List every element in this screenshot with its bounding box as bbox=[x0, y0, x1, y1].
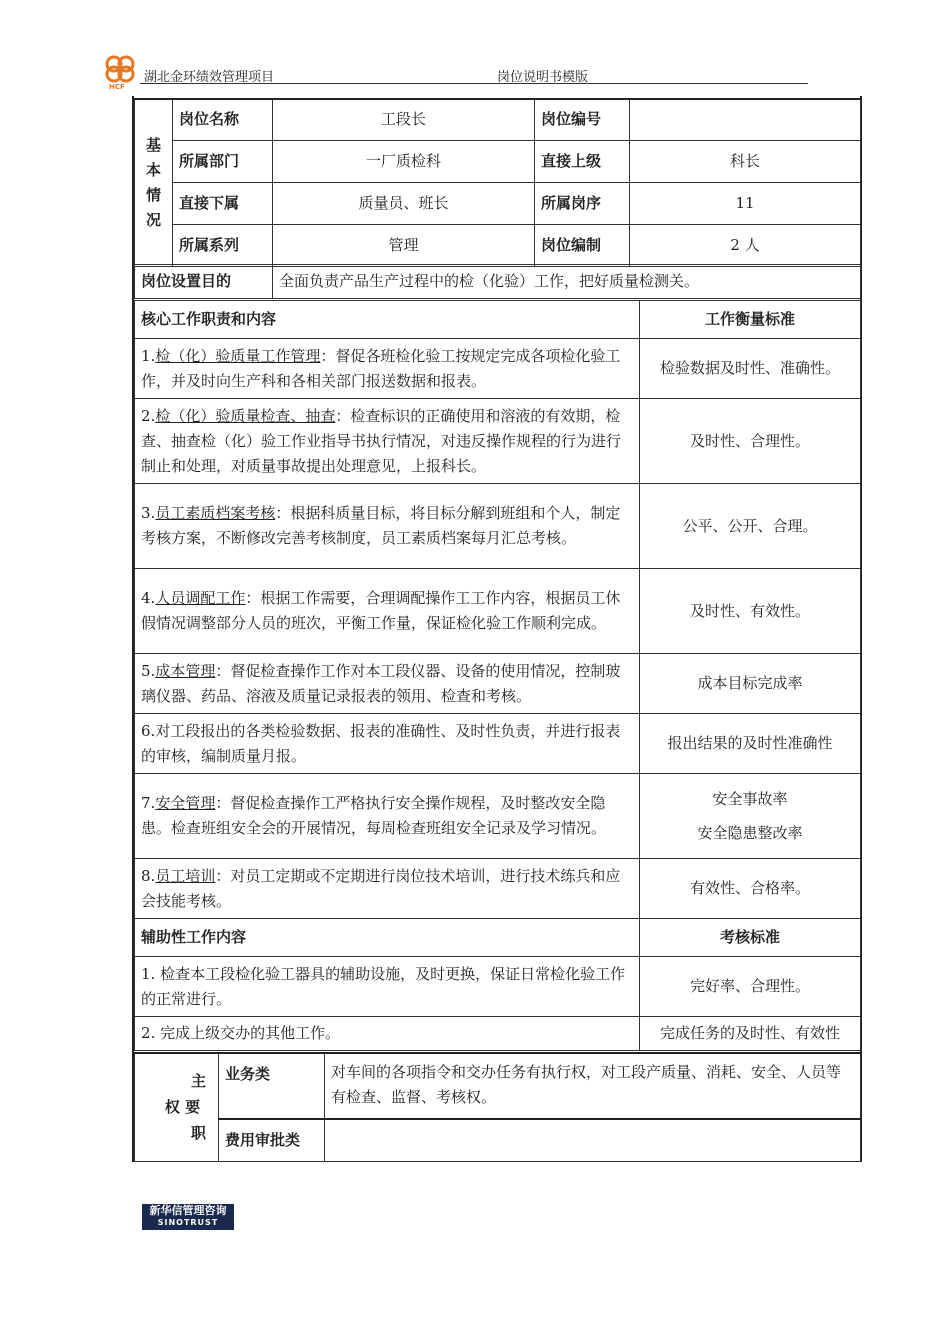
label-subordinate: 直接下属 bbox=[173, 182, 273, 224]
label-series: 所属系列 bbox=[173, 224, 273, 266]
duty-standard: 及时性、有效性。 bbox=[640, 569, 861, 654]
duty-text: 7.安全管理：督促检查操作工严格执行安全操作规程，及时整改安全隐患。检查班组安全会的开展情况，每周检查班组安全记录及学习情况。 bbox=[135, 774, 640, 859]
aux-standard: 完成任务的及时性、有效性 bbox=[640, 1017, 861, 1051]
basic-info-table bbox=[134, 98, 861, 267]
duty-standard: 有效性、合格率。 bbox=[640, 859, 861, 919]
duty-text: 4.人员调配工作：根据工作需要，合理调配操作工工作内容，根据员工休假情况调整部分人员的班次，平衡工作量，保证检化验工作顺利完成。 bbox=[135, 569, 640, 654]
aux-header: 辅助性工作内容 bbox=[135, 919, 640, 957]
value-post-name: 工段长 bbox=[273, 99, 535, 140]
duty-text: 3.员工素质档案考核：根据科质量目标，将目标分解到班组和个人，制定考核方案，不断修改完善考核制度，员工素质档案每月汇总考核。 bbox=[135, 484, 640, 569]
purpose-table bbox=[134, 264, 861, 299]
duty-text: 8.员工培训：对员工定期或不定期进行岗位技术培训，进行技术练兵和应会技能考核。 bbox=[135, 859, 640, 919]
label-headcount: 岗位编制 bbox=[535, 224, 630, 266]
duty-standard: 公平、公开、合理。 bbox=[640, 484, 861, 569]
core-standard-header: 工作衡量标准 bbox=[640, 301, 861, 339]
table-row bbox=[135, 399, 861, 484]
duty-standard: 检验数据及时性、准确性。 bbox=[640, 339, 861, 399]
table-row bbox=[135, 714, 861, 774]
value-department: 一厂质检科 bbox=[273, 140, 535, 182]
value-post-code bbox=[630, 99, 861, 140]
authority-expense-text bbox=[325, 1119, 861, 1161]
page-header bbox=[100, 52, 808, 90]
authority-table bbox=[134, 1052, 861, 1162]
core-duties-table bbox=[134, 300, 861, 1051]
duty-text: 2.检（化）验质量检查、抽查：检查标识的正确使用和溶液的有效期，检查、抽查检（化）验工作业指导书执行情况，对违反操作规程的行为进行制止和处理，对质量事故提出处理意见，上报科长。 bbox=[135, 399, 640, 484]
duty-text: 1.检（化）验质量工作管理：督促各班检化验工按规定完成各项检化验工作，并及时向生产科和各相关部门报送数据和报表。 bbox=[135, 339, 640, 399]
logo-text: HCF bbox=[109, 83, 125, 90]
duty-text: 5.成本管理：督促检查操作工作对本工段仪器、设备的使用情况，控制玻璃仪器、药品、溶液及质量记录报表的领用、检查和考核。 bbox=[135, 654, 640, 714]
authority-expense-label: 费用审批类 bbox=[219, 1119, 325, 1161]
table-row bbox=[135, 484, 861, 569]
table-row bbox=[135, 569, 861, 654]
table-row bbox=[135, 339, 861, 399]
authority-section-label: 主 权 要 职 bbox=[135, 1053, 219, 1161]
aux-standard: 完好率、合理性。 bbox=[640, 957, 861, 1017]
table-row bbox=[135, 957, 861, 1017]
header-rule bbox=[140, 83, 808, 84]
value-series: 管理 bbox=[273, 224, 535, 266]
purpose-label: 岗位设置目的 bbox=[135, 265, 273, 299]
label-department: 所属部门 bbox=[173, 140, 273, 182]
duty-standard: 成本目标完成率 bbox=[640, 654, 861, 714]
aux-text: 1. 检查本工段检化验工器具的辅助设施，及时更换，保证日常检化验工作的正常进行。 bbox=[135, 957, 640, 1017]
duty-standard: 报出结果的及时性准确性 bbox=[640, 714, 861, 774]
value-post-order: 11 bbox=[630, 182, 861, 224]
basic-section-label: 基 本 情 况 bbox=[135, 99, 173, 266]
table-row bbox=[135, 859, 861, 919]
table-row bbox=[135, 774, 861, 859]
duty-standard: 安全事故率 安全隐患整改率 bbox=[640, 774, 861, 859]
authority-business-text: 对车间的各项指令和交办任务有执行权，对工段产质量、消耗、安全、人员等有检查、监督、考核权。 bbox=[325, 1053, 861, 1119]
purpose-text: 全面负责产品生产过程中的检（化验）工作，把好质量检测关。 bbox=[273, 265, 861, 299]
aux-text: 2. 完成上级交办的其他工作。 bbox=[135, 1017, 640, 1051]
sinotrust-logo: 新华信管理咨询 SINOTRUST bbox=[142, 1204, 234, 1230]
authority-business-label: 业务类 bbox=[219, 1053, 325, 1119]
label-post-code: 岗位编号 bbox=[535, 99, 630, 140]
duty-standard: 及时性、合理性。 bbox=[640, 399, 861, 484]
label-post-order: 所属岗序 bbox=[535, 182, 630, 224]
hcf-logo-icon bbox=[100, 52, 140, 90]
doc-title: 岗位说明书模版 bbox=[497, 70, 589, 85]
value-subordinate: 质量员、班长 bbox=[273, 182, 535, 224]
value-headcount: 2 人 bbox=[630, 224, 861, 266]
label-superior: 直接上级 bbox=[535, 140, 630, 182]
duty-text: 6.对工段报出的各类检验数据、报表的准确性、及时性负责，并进行报表的审核，编制质量月报。 bbox=[135, 714, 640, 774]
label-post-name: 岗位名称 bbox=[173, 99, 273, 140]
table-row bbox=[135, 654, 861, 714]
aux-standard-header: 考核标准 bbox=[640, 919, 861, 957]
core-header: 核心工作职责和内容 bbox=[135, 301, 640, 339]
value-superior: 科长 bbox=[630, 140, 861, 182]
project-title: 湖北金环绩效管理项目 bbox=[144, 70, 275, 85]
table-row bbox=[135, 1017, 861, 1051]
